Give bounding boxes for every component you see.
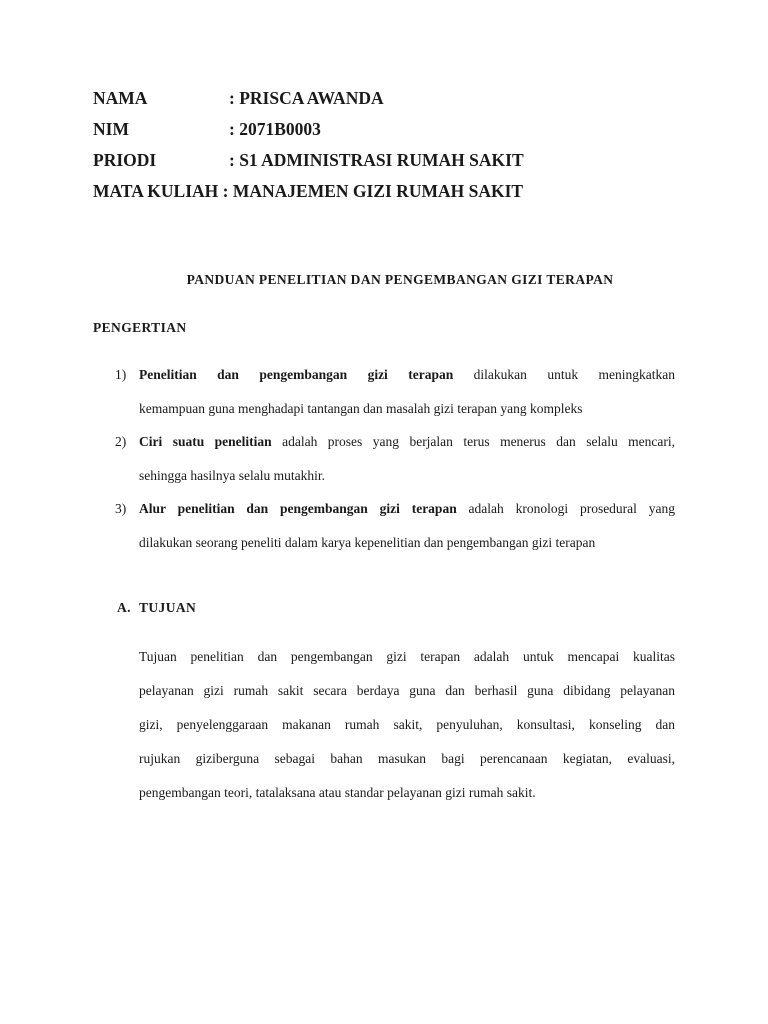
paragraph-line: rujukan giziberguna sebagai bahan masukan bagi perencanaan kegiatan, evaluasi, [139, 751, 675, 766]
paragraph-line: pelayanan gizi rumah sakit secara berdaya guna dan berhasil guna dibidang pelayanan [139, 683, 675, 698]
list-number: 1) [115, 367, 127, 382]
nama-value: : PRISCA AWANDA [229, 88, 384, 108]
priodi-value: : S1 ADMINISTRASI RUMAH SAKIT [229, 150, 524, 170]
list-item-line [139, 358, 675, 392]
tujuan-heading: TUJUAN [139, 600, 197, 615]
list-item-text: dilakukan untuk meningkatkan [453, 367, 675, 382]
list-item-bold: Penelitian dan pengembangan gizi terapan [139, 367, 454, 382]
matkul-value: : MANAJEMEN GIZI RUMAH SAKIT [218, 181, 524, 201]
nim-value: : 2071B0003 [229, 119, 321, 139]
list-item-line [139, 425, 675, 459]
info-row-mata-kuliah [93, 180, 523, 202]
list-item [115, 425, 675, 493]
list-item [115, 492, 675, 560]
list-item-line [139, 492, 675, 526]
pengertian-heading: PENGERTIAN [93, 320, 187, 335]
nim-label: NIM [93, 119, 129, 139]
tujuan-heading-row [117, 600, 196, 616]
document-title: PANDUAN PENELITIAN DAN PENGEMBANGAN GIZI TERAPAN [186, 272, 614, 287]
section-letter: A. [117, 600, 131, 615]
list-item-line: sehingga hasilnya selalu mutakhir. [139, 468, 325, 483]
list-item-text: adalah kronologi prosedural yang [456, 501, 675, 516]
list-item-bold: Alur penelitian dan pengembangan gizi terapan [139, 501, 457, 516]
paragraph-line: pengembangan teori, tatalaksana atau standar pelayanan gizi rumah sakit. [139, 785, 536, 800]
list-item [115, 358, 675, 426]
priodi-label: PRIODI [93, 150, 157, 170]
info-row-nim [93, 118, 321, 140]
paragraph-line: gizi, penyelenggaraan makanan rumah sakit, penyuluhan, konsultasi, konseling dan [139, 717, 675, 732]
paragraph-line: Tujuan penelitian dan pengembangan gizi terapan adalah untuk mencapai kualitas [139, 649, 675, 664]
list-item-line: kemampuan guna menghadapi tantangan dan masalah gizi terapan yang kompleks [139, 401, 583, 416]
list-item-line: dilakukan seorang peneliti dalam karya kepenelitian dan pengembangan gizi terapan [139, 535, 596, 550]
list-number: 2) [115, 434, 127, 449]
list-number: 3) [115, 501, 127, 516]
tujuan-paragraph [139, 640, 675, 810]
matkul-label: MATA KULIAH [93, 181, 219, 201]
info-row-nama [93, 87, 384, 109]
list-item-bold: Ciri suatu penelitian [139, 434, 272, 449]
nama-label: NAMA [93, 88, 148, 108]
list-item-text: adalah proses yang berjalan terus menerus dan selalu mencari, [271, 434, 675, 449]
info-row-priodi [93, 149, 524, 171]
